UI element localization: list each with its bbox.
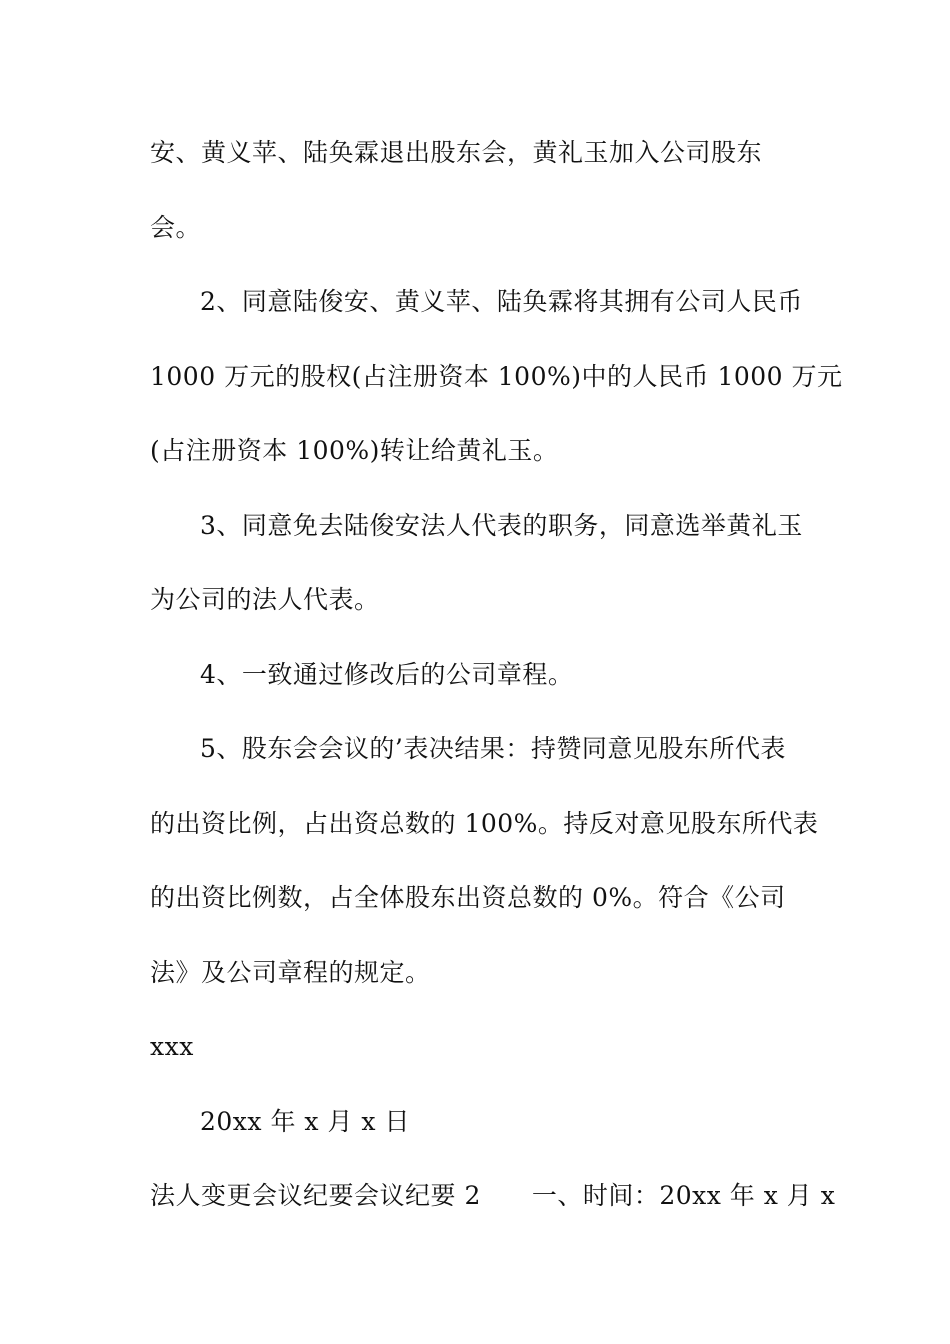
paragraph-line: 会。 <box>150 213 202 242</box>
list-item-5-line: 5、股东会会议的’表决结果：持赞同意见股东所代表 <box>200 734 786 763</box>
list-item-4-line: 4、一致通过修改后的公司章程。 <box>200 660 574 689</box>
paragraph-line: 安、黄义苹、陆奂霖退出股东会，黄礼玉加入公司股东 <box>150 138 763 167</box>
section-heading-line: 法人变更会议纪要会议纪要 2 一、时间：20xx 年 x 月 x <box>150 1181 836 1210</box>
list-item-2-line: 2、同意陆俊安、黄义苹、陆奂霖将其拥有公司人民币 <box>200 287 803 316</box>
paragraph-line: 的出资比例数，占全体股东出资总数的 0%。符合《公司 <box>150 883 786 912</box>
paragraph-line: 的出资比例，占出资总数的 100%。持反对意见股东所代表 <box>150 809 819 838</box>
paragraph-line: 法》及公司章程的规定。 <box>150 958 431 987</box>
list-item-3-line: 3、同意免去陆俊安法人代表的职务，同意选举黄礼玉 <box>200 511 803 540</box>
paragraph-line: (占注册资本 100%)转让给黄礼玉。 <box>150 436 559 465</box>
paragraph-line: 为公司的法人代表。 <box>150 585 380 614</box>
signature-date: 20xx 年 x 月 x 日 <box>200 1107 410 1136</box>
paragraph-line: 1000 万元的股权(占注册资本 100%)中的人民币 1000 万元 <box>150 362 843 391</box>
signature-name: xxx <box>150 1032 194 1061</box>
